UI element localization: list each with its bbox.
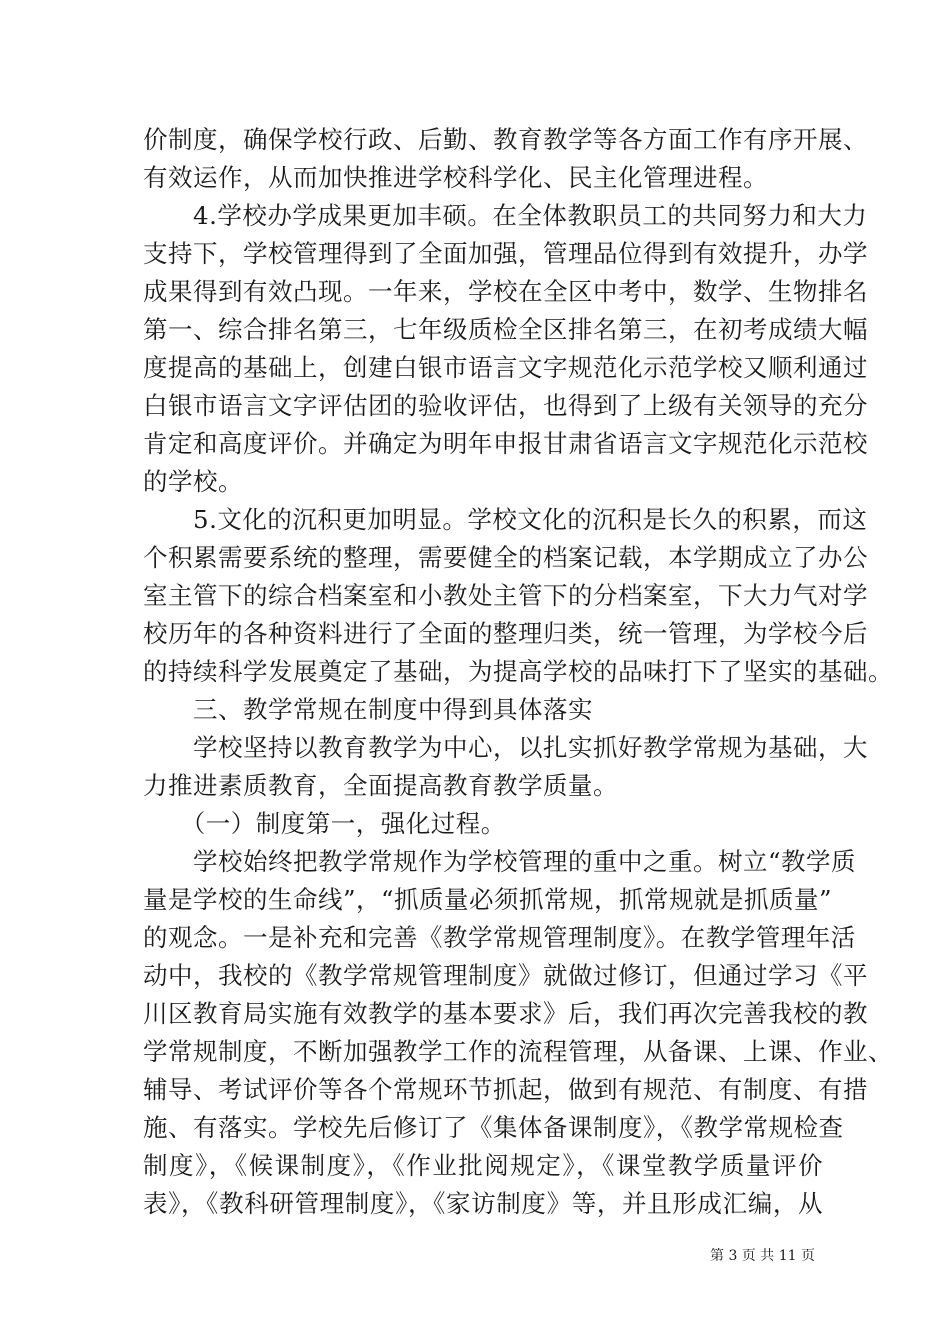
body-text-line: 室主管下的综合档案室和小教处主管下的分档案室，下大力气对学 [143,581,868,610]
body-text-line: 表》，《教科研管理制度》，《家访制度》等，并且形成汇编，从 [143,1189,823,1218]
body-text-line: 价制度，确保学校行政、后勤、教育教学等各方面工作有序开展、 [143,125,868,154]
body-text-line: 学校始终把教学常规作为学校管理的重中之重。树立“教学质 [143,847,857,876]
body-text-line: 4.学校办学成果更加丰硕。在全体教职员工的共同努力和大力 [143,201,868,230]
body-text-line: 的学校。 [143,467,243,496]
body-text-line: 个积累需要系统的整理，需要健全的档案记载，本学期成立了办公 [143,543,868,572]
body-text-line: 施、有落实。学校先后修订了《集体备课制度》，《教学常规检查 [143,1113,844,1142]
body-text-line: 学常规制度，不断加强教学工作的流程管理，从备课、上课、作业、 [143,1037,893,1066]
section-heading: 三、教学常规在制度中得到具体落实 [143,695,593,724]
subsection-heading: （一）制度第一，强化过程。 [143,809,506,838]
body-text-line: 第一、综合排名第三，七年级质检全区排名第三，在初考成绩大幅 [143,315,868,344]
body-text-line: 力推进素质教育，全面提高教育教学质量。 [143,771,618,800]
body-text-line: 辅导、考试评价等各个常规环节抓起，做到有规范、有制度、有措 [143,1075,868,1104]
body-text-line: 成果得到有效凸现。一年来，学校在全区中考中，数学、生物排名 [143,277,868,306]
body-text-line: 肯定和高度评价。并确定为明年申报甘肃省语言文字规范化示范校 [143,429,868,458]
body-text-line: 支持下，学校管理得到了全面加强，管理品位得到有效提升，办学 [143,239,868,268]
body-text-line: 5.文化的沉积更加明显。学校文化的沉积是长久的积累，而这 [143,505,868,534]
page-number-footer: 第 3 页 共 11 页 [710,1248,815,1264]
body-text-line: 度提高的基础上，创建白银市语言文字规范化示范学校又顺利通过 [143,353,868,382]
body-text-line: 校历年的各种资料进行了全面的整理归类，统一管理，为学校今后 [143,619,868,648]
body-text-line: 制度》，《候课制度》，《作业批阅规定》，《课堂教学质量评价 [143,1151,823,1180]
body-text-line: 川区教育局实施有效教学的基本要求》后，我们再次完善我校的教 [143,999,868,1028]
body-text-line: 的观念。一是补充和完善《教学常规管理制度》。在教学管理年活 [143,923,856,952]
body-text-line: 有效运作，从而加快推进学校科学化、民主化管理进程。 [143,163,768,192]
body-text-line: 学校坚持以教育教学为中心，以扎实抓好教学常规为基础，大 [143,733,868,762]
body-text-line: 白银市语言文字评估团的验收评估，也得到了上级有关领导的充分 [143,391,868,420]
body-text-line: 量是学校的生命线”，“抓质量必须抓常规，抓常规就是抓质量” [143,885,833,914]
body-text-line: 动中，我校的《教学常规管理制度》就做过修订，但通过学习《平 [143,961,868,990]
body-text-line: 的持续科学发展奠定了基础，为提高学校的品味打下了坚实的基础。 [143,657,893,686]
